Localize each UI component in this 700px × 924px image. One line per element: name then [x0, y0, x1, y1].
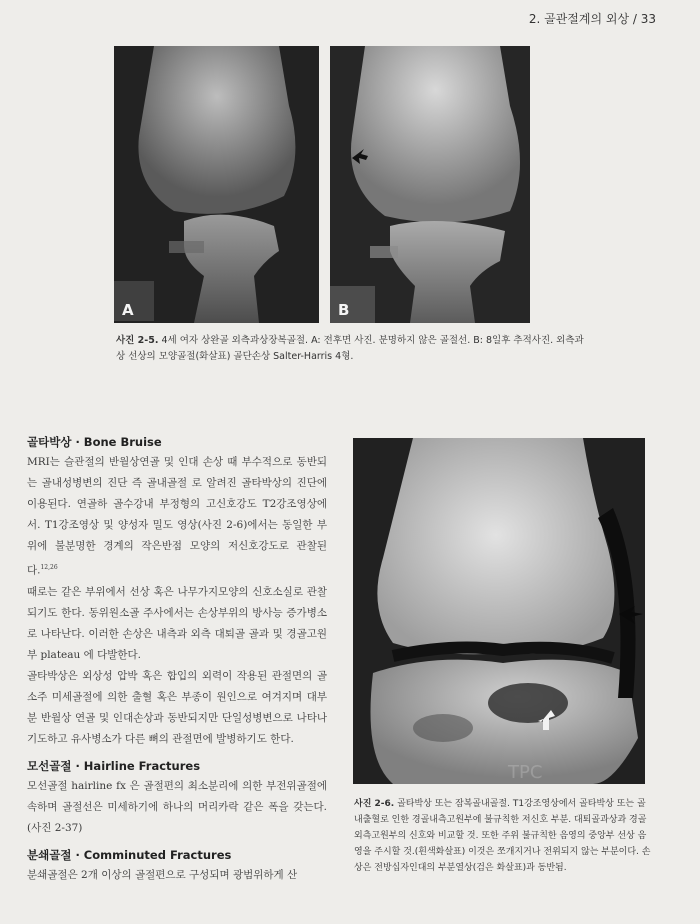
figure-2-6-caption	[354, 796, 654, 876]
panel-label-a: A	[122, 301, 134, 319]
figure-2-6-caption-label: 사진 2-6.	[354, 799, 395, 809]
knee-mri-illustration	[353, 438, 645, 784]
paragraph: 분쇄골절은 2개 이상의 골절편으로 구성되며 광범위하게 산	[27, 868, 298, 881]
panel-label-b: B	[338, 301, 350, 319]
figure-2-5-caption-label: 사진 2-5.	[116, 335, 159, 346]
body-text-column	[27, 432, 327, 886]
section-heading-bone-bruise: 골타박상 · Bone Bruise	[27, 435, 162, 449]
watermark-text: TPC	[508, 762, 543, 783]
paragraph: 골타박상은 외상성 압박 혹은 합입의 외력이 작용된 관절면의 골소주 미세골절에 의한 출혈 혹은 부종이 원인으로 여겨지며 대부분 반월상 연골 및 인대손상과 동반되지만 단일성병변으로 나타나기도하고 유사병소가 다른 뼈의 관절면에 발병하기도 한다.	[27, 669, 327, 745]
paragraph: 모선골절 hairline fx 은 골절편의 최소분리에 의한 부전위골절에 속하며 골절선은 미세하기에 하나의 머리카락 같은 폭을 갖는다.(사진 2-37)	[27, 779, 327, 834]
figure-2-6-caption-text: 골타박상 또는 잠복골내골절. T1강조영상에서 골타박상 또는 골내출혈로 인한 경골내측고원부에 불규칙한 저신호 부분. 대퇴골과상과 경골외측고원부의 신호와 비교할 것. 또한 주위 불규칙한 음영의 중앙부 선상 음영을 주시할 것.(흰색화살표) 이것은 쪼개지거나 전위되지 않는 부분이다. 손상은 전방십자인대의 부분열상(검은 화살표)과 동반됨.	[354, 799, 651, 873]
paragraph: 때로는 같은 부위에서 선상 혹은 나무가지모양의 신호소실로 관찰되기도 한다. 동위원소골 주사에서는 손상부위의 방사능 증가병소로 나타난다. 이러한 손상은 내측과 외측 대퇴골 골과 및 경골고원부 plateau 에 다발한다.	[27, 585, 327, 661]
elbow-xray-b-illustration	[330, 46, 530, 323]
section-heading-comminuted: 분쇄골절 · Comminuted Fractures	[27, 847, 232, 862]
xray-image-a	[114, 46, 319, 323]
running-header: 2. 골관절계의 외상 / 33	[528, 12, 656, 26]
paragraph: MRI는 슬관절의 반월상연골 및 인대 손상 때 부수적으로 동반되는 골내성병변의 진단 즉 골내골절 로 알려진 골타박상의 진단에 이용된다. 연골하 골수강내 부정형의 고신호강도 T2강조영상에서. T1강조영상 및 양성자 밀도 영상(사진 2-6)에서는 동일한 부위에 불분명한 경계의 작은반점 모양의 저신호강도로 관찰된다.$^{12,26}$	[27, 456, 327, 577]
mri-image	[353, 438, 645, 784]
xray-image-b	[330, 46, 530, 323]
section-heading-hairline: 모선골절 · Hairline Fractures	[27, 758, 201, 773]
figure-2-5-caption	[116, 333, 586, 365]
citation-superscript: 12,26	[40, 564, 58, 571]
figure-2-5-caption-text: 4세 여자 상완골 외측과상장복골절. A: 전후면 사진. 분명하지 않은 골절선. B: 8일후 추적사진. 외측과상 선상의 모양골절(화살표) 골단손상 Salter-Harris 4형.	[116, 335, 584, 362]
elbow-xray-a-illustration	[114, 46, 319, 323]
